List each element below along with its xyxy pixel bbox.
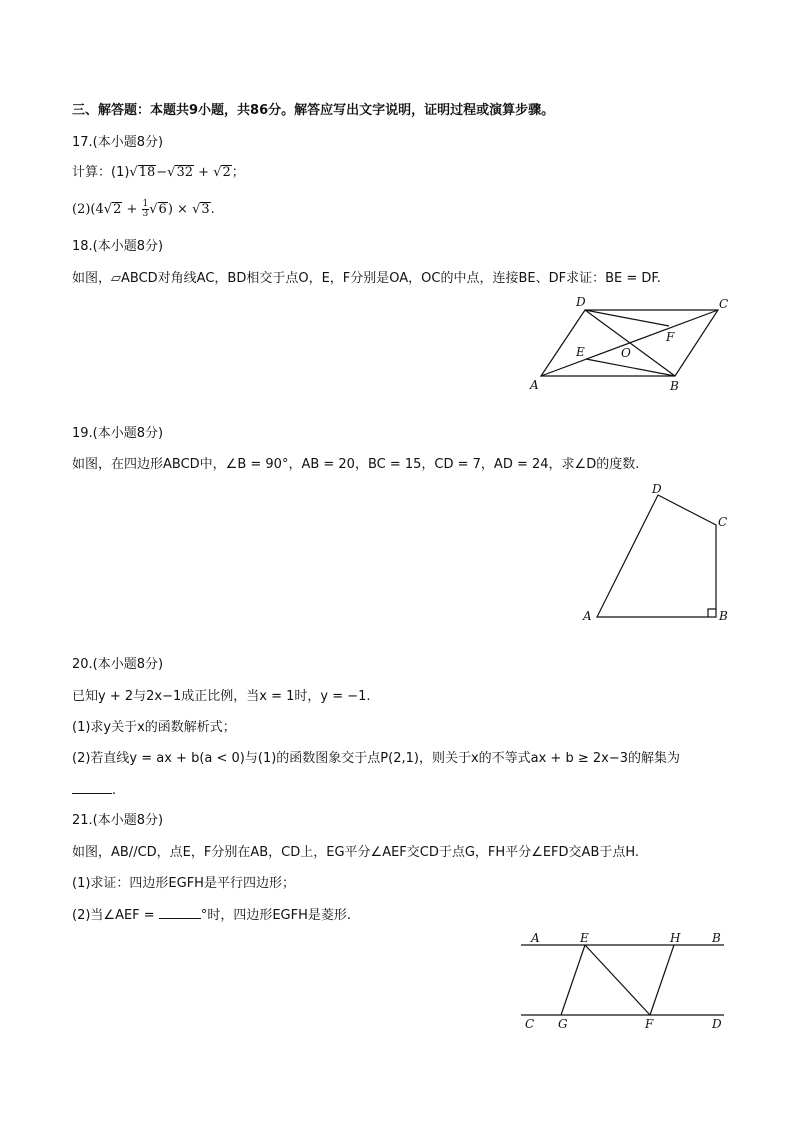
q20-text: 已知y + 2与2x−1成正比例，当x = 1时，y = −1.	[72, 689, 371, 704]
q21-part2-a: (2)当∠AEF =	[72, 908, 159, 923]
q18-heading: 18.(本小题8分)	[72, 239, 164, 254]
radicand-18: 18	[138, 165, 156, 180]
label-d: D	[576, 295, 586, 309]
q21-text: 如图，AB//CD，点E，F分别在AB，CD上，EG平分∠AEF交CD于点G，FH平分∠EFD交AB于点H.	[72, 845, 640, 860]
label-b: B	[712, 931, 721, 945]
segment-ef	[585, 945, 650, 1015]
label-a: A	[530, 378, 539, 392]
q21-heading: 21.(本小题8分)	[72, 813, 164, 828]
q17-part2: (2)(4√2 + $\frac{1}{3}$ √6) × √3.	[72, 199, 215, 219]
segment-eg	[561, 945, 585, 1015]
label-o: O	[621, 346, 631, 360]
q20-part1: (1)求y关于x的函数解析式；	[72, 720, 236, 735]
radicand-32: 32	[176, 165, 194, 180]
section-header: 三、解答题：本题共9小题，共86分。解答应写出文字说明，证明过程或演算步骤。	[72, 103, 555, 118]
q19-text: 如图，在四边形ABCD中，∠B = 90°，AB = 20，BC = 15，CD = 7，AD = 24，求∠D的度数.	[72, 457, 640, 472]
q17-part1-label: 计算：(1)	[72, 165, 130, 180]
label-g: G	[558, 1017, 568, 1031]
label-a: A	[583, 609, 592, 623]
label-d: D	[652, 482, 662, 496]
label-b: B	[670, 379, 679, 393]
label-d: D	[712, 1017, 722, 1031]
label-a: A	[531, 931, 540, 945]
radicand-6: 6	[158, 202, 167, 217]
segment-hf	[650, 945, 674, 1015]
times-sign: ) ×	[167, 202, 193, 217]
q17-part1: 计算：(1)√18−√32 + √2；	[72, 165, 245, 180]
q19-heading: 19.(本小题8分)	[72, 426, 164, 441]
label-e: E	[580, 931, 589, 945]
label-e: E	[576, 345, 585, 359]
label-f: F	[666, 330, 675, 344]
q17-part2-end: .	[210, 202, 215, 217]
label-c: C	[718, 515, 728, 529]
q20-heading: 20.(本小题8分)	[72, 657, 164, 672]
fraction-one-third: $\frac{1}{3}$	[142, 199, 149, 219]
radicand-3: 3	[201, 202, 210, 217]
plus-sign: +	[194, 165, 214, 180]
label-h: H	[670, 931, 681, 945]
label-c: C	[525, 1017, 535, 1031]
label-b: B	[719, 609, 728, 623]
label-c: C	[719, 297, 729, 311]
radicand-2: 2	[222, 165, 231, 180]
q18-text: 如图，▱ABCD对角线AC，BD相交于点O，E，F分别是OA，OC的中点，连接BE、DF求证：BE = DF.	[72, 271, 661, 286]
q17-part1-end: ；	[231, 165, 245, 180]
plus-sign-2: +	[122, 202, 142, 217]
radicand-2b: 2	[113, 202, 122, 217]
q17-heading: 17.(本小题8分)	[72, 135, 164, 150]
label-f: F	[645, 1017, 654, 1031]
q20-part2: (2)若直线y = ax + b(a < 0)与(1)的函数图象交于点P(2,1)，则关于x的不等式ax + b ≥ 2x−3的解集为	[72, 751, 680, 766]
q17-part2-open: (2)(4	[72, 202, 104, 217]
q21-part1: (1)求证：四边形EGFH是平行四边形；	[72, 876, 295, 891]
q21-part2-b: °时，四边形EGFH是菱形.	[200, 908, 351, 923]
minus-sign: −	[156, 165, 168, 180]
q20-part2-end: .	[112, 783, 117, 798]
